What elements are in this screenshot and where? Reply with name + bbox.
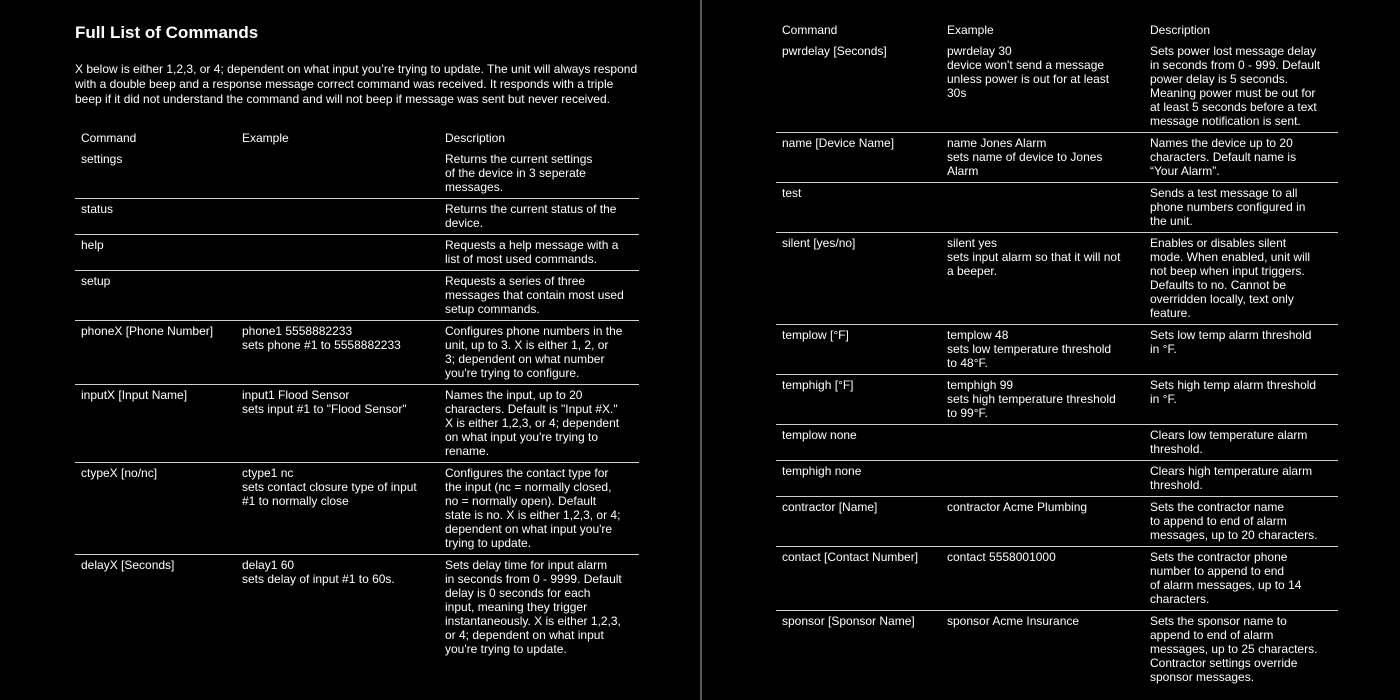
example-cell — [236, 235, 439, 271]
description-cell: Configures phone numbers in the unit, up to 3. X is either 1, 2, or 3; dependent on what number you're trying to configure. — [445, 324, 623, 380]
commands-table-left — [75, 128, 639, 660]
table-header-row — [776, 20, 1338, 41]
command-cell: silent [yes/no] — [782, 236, 856, 250]
table-row — [75, 555, 639, 661]
table-row — [776, 497, 1338, 547]
header-command: Command — [81, 131, 137, 145]
description-cell: Sets the contractor name to append to end of alarm messages, up to 20 characters. — [1150, 500, 1318, 542]
example-cell: phone1 5558882233 sets phone #1 to 5558882233 — [242, 324, 401, 352]
example-cell: contact 5558001000 — [947, 550, 1056, 564]
command-cell: setup — [81, 274, 111, 288]
description-cell: Returns the current settings of the device in 3 seperate messages. — [445, 152, 593, 194]
table-row — [75, 385, 639, 463]
description-cell: Names the device up to 20 characters. Default name is “Your Alarm”. — [1150, 136, 1297, 178]
example-cell: contractor Acme Plumbing — [947, 500, 1088, 514]
example-cell — [941, 183, 1144, 233]
table-row — [75, 235, 639, 271]
command-cell: settings — [81, 152, 123, 166]
example-cell — [941, 425, 1144, 461]
description-cell: Requests a help message with a list of most used commands. — [445, 238, 619, 266]
command-cell: contact [Contact Number] — [782, 550, 919, 564]
table-row — [776, 461, 1338, 497]
example-cell — [941, 461, 1144, 497]
description-cell: Sets the contractor phone number to append to end of alarm messages, up to 14 characters. — [1150, 550, 1302, 606]
header-example: Example — [242, 131, 289, 145]
command-cell: contractor [Name] — [782, 500, 878, 514]
description-cell: Configures the contact type for the input (nc = normally closed, no = normally open). Default state is no. X is either 1,2,3, or 4; dependent on what input you're trying to update. — [445, 466, 621, 550]
example-cell: pwrdelay 30 device won't send a message unless power is out for at least 30s — [947, 44, 1110, 100]
description-cell: Requests a series of three messages that contain most used setup commands. — [445, 274, 624, 316]
table-row — [776, 547, 1338, 611]
commands-table-right — [776, 20, 1338, 688]
command-cell: test — [782, 186, 802, 200]
description-cell: Returns the current status of the device. — [445, 202, 617, 230]
example-cell — [236, 149, 439, 199]
description-cell: Sends a test message to all phone numbers configured in the unit. — [1150, 186, 1306, 228]
table-header-row — [75, 128, 639, 149]
table-row — [776, 133, 1338, 183]
table-row — [776, 325, 1338, 375]
description-cell: Sets low temp alarm threshold in °F. — [1150, 328, 1312, 356]
table-row — [776, 425, 1338, 461]
intro-paragraph: X below is either 1,2,3, or 4; dependent on what input you’re trying to update. The unit will always respond with a double beep and a response message correct command was received. It responds with a triple beep if it did not understand the command and will not beep if message was sent but never received. — [75, 62, 638, 106]
command-cell: inputX [Input Name] — [81, 388, 188, 402]
example-cell: name Jones Alarm sets name of device to Jones Alarm — [947, 136, 1103, 178]
table-row — [75, 463, 639, 555]
command-cell: phoneX [Phone Number] — [81, 324, 214, 338]
table-row — [75, 321, 639, 385]
command-cell: templow [°F] — [782, 328, 849, 342]
header-description: Description — [445, 131, 506, 145]
description-cell: Sets high temp alarm threshold in °F. — [1150, 378, 1317, 406]
table-row — [776, 375, 1338, 425]
header-description: Description — [1150, 23, 1211, 37]
description-cell: Clears high temperature alarm threshold. — [1150, 464, 1313, 492]
description-cell: Enables or disables silent mode. When enabled, unit will not beep when input triggers. Defaults to no. Cannot be overridden locally, text only feature. — [1150, 236, 1311, 320]
header-example: Example — [947, 23, 994, 37]
table-row — [776, 41, 1338, 133]
header-command: Command — [782, 23, 838, 37]
table-row — [776, 611, 1338, 689]
command-cell: temphigh none — [782, 464, 862, 478]
page-title: Full List of Commands — [75, 23, 259, 42]
command-cell: status — [81, 202, 114, 216]
description-cell: Names the input, up to 20 characters. Default is "Input #X." X is either 1,2,3, or 4; dependent on what input you're trying to rename. — [445, 388, 620, 458]
description-cell: Sets the sponsor name to append to end of alarm messages, up to 25 characters. Contractor settings override sponsor messages. — [1150, 614, 1318, 684]
table-row — [75, 271, 639, 321]
command-cell: temphigh [°F] — [782, 378, 854, 392]
command-cell: name [Device Name] — [782, 136, 895, 150]
command-cell: ctypeX [no/nc] — [81, 466, 158, 480]
description-cell: Sets power lost message delay in seconds from 0 - 999. Default power delay is 5 seconds. Meaning power must be out for at least 5 seconds before a text message notification is sent. — [1150, 44, 1321, 128]
description-cell: Sets delay time for input alarm in seconds from 0 - 9999. Default delay is 0 seconds for each input, meaning they trigger instantaneously. X is either 1,2,3, or 4; dependent on what input you're trying to update. — [445, 558, 622, 656]
example-cell: templow 48 sets low temperature threshold to 48°F. — [947, 328, 1112, 370]
example-cell: ctype1 nc sets contact closure type of input #1 to normally close — [242, 466, 417, 508]
example-cell — [236, 271, 439, 321]
example-cell: delay1 60 sets delay of input #1 to 60s. — [242, 558, 395, 586]
table-row — [776, 183, 1338, 233]
right-page — [702, 0, 1400, 700]
example-cell: sponsor Acme Insurance — [947, 614, 1080, 628]
table-row — [776, 233, 1338, 325]
command-cell: help — [81, 238, 104, 252]
example-cell — [236, 199, 439, 235]
command-cell: sponsor [Sponsor Name] — [782, 614, 915, 628]
table-row — [75, 199, 639, 235]
example-cell: input1 Flood Sensor sets input #1 to "Flood Sensor" — [242, 388, 407, 416]
example-cell: temphigh 99 sets high temperature threshold to 99°F. — [947, 378, 1116, 420]
table-row — [75, 149, 639, 199]
command-cell: templow none — [782, 428, 857, 442]
command-cell: pwrdelay [Seconds] — [782, 44, 887, 58]
description-cell: Clears low temperature alarm threshold. — [1150, 428, 1308, 456]
example-cell: silent yes sets input alarm so that it will not a beeper. — [947, 236, 1121, 278]
command-cell: delayX [Seconds] — [81, 558, 175, 572]
